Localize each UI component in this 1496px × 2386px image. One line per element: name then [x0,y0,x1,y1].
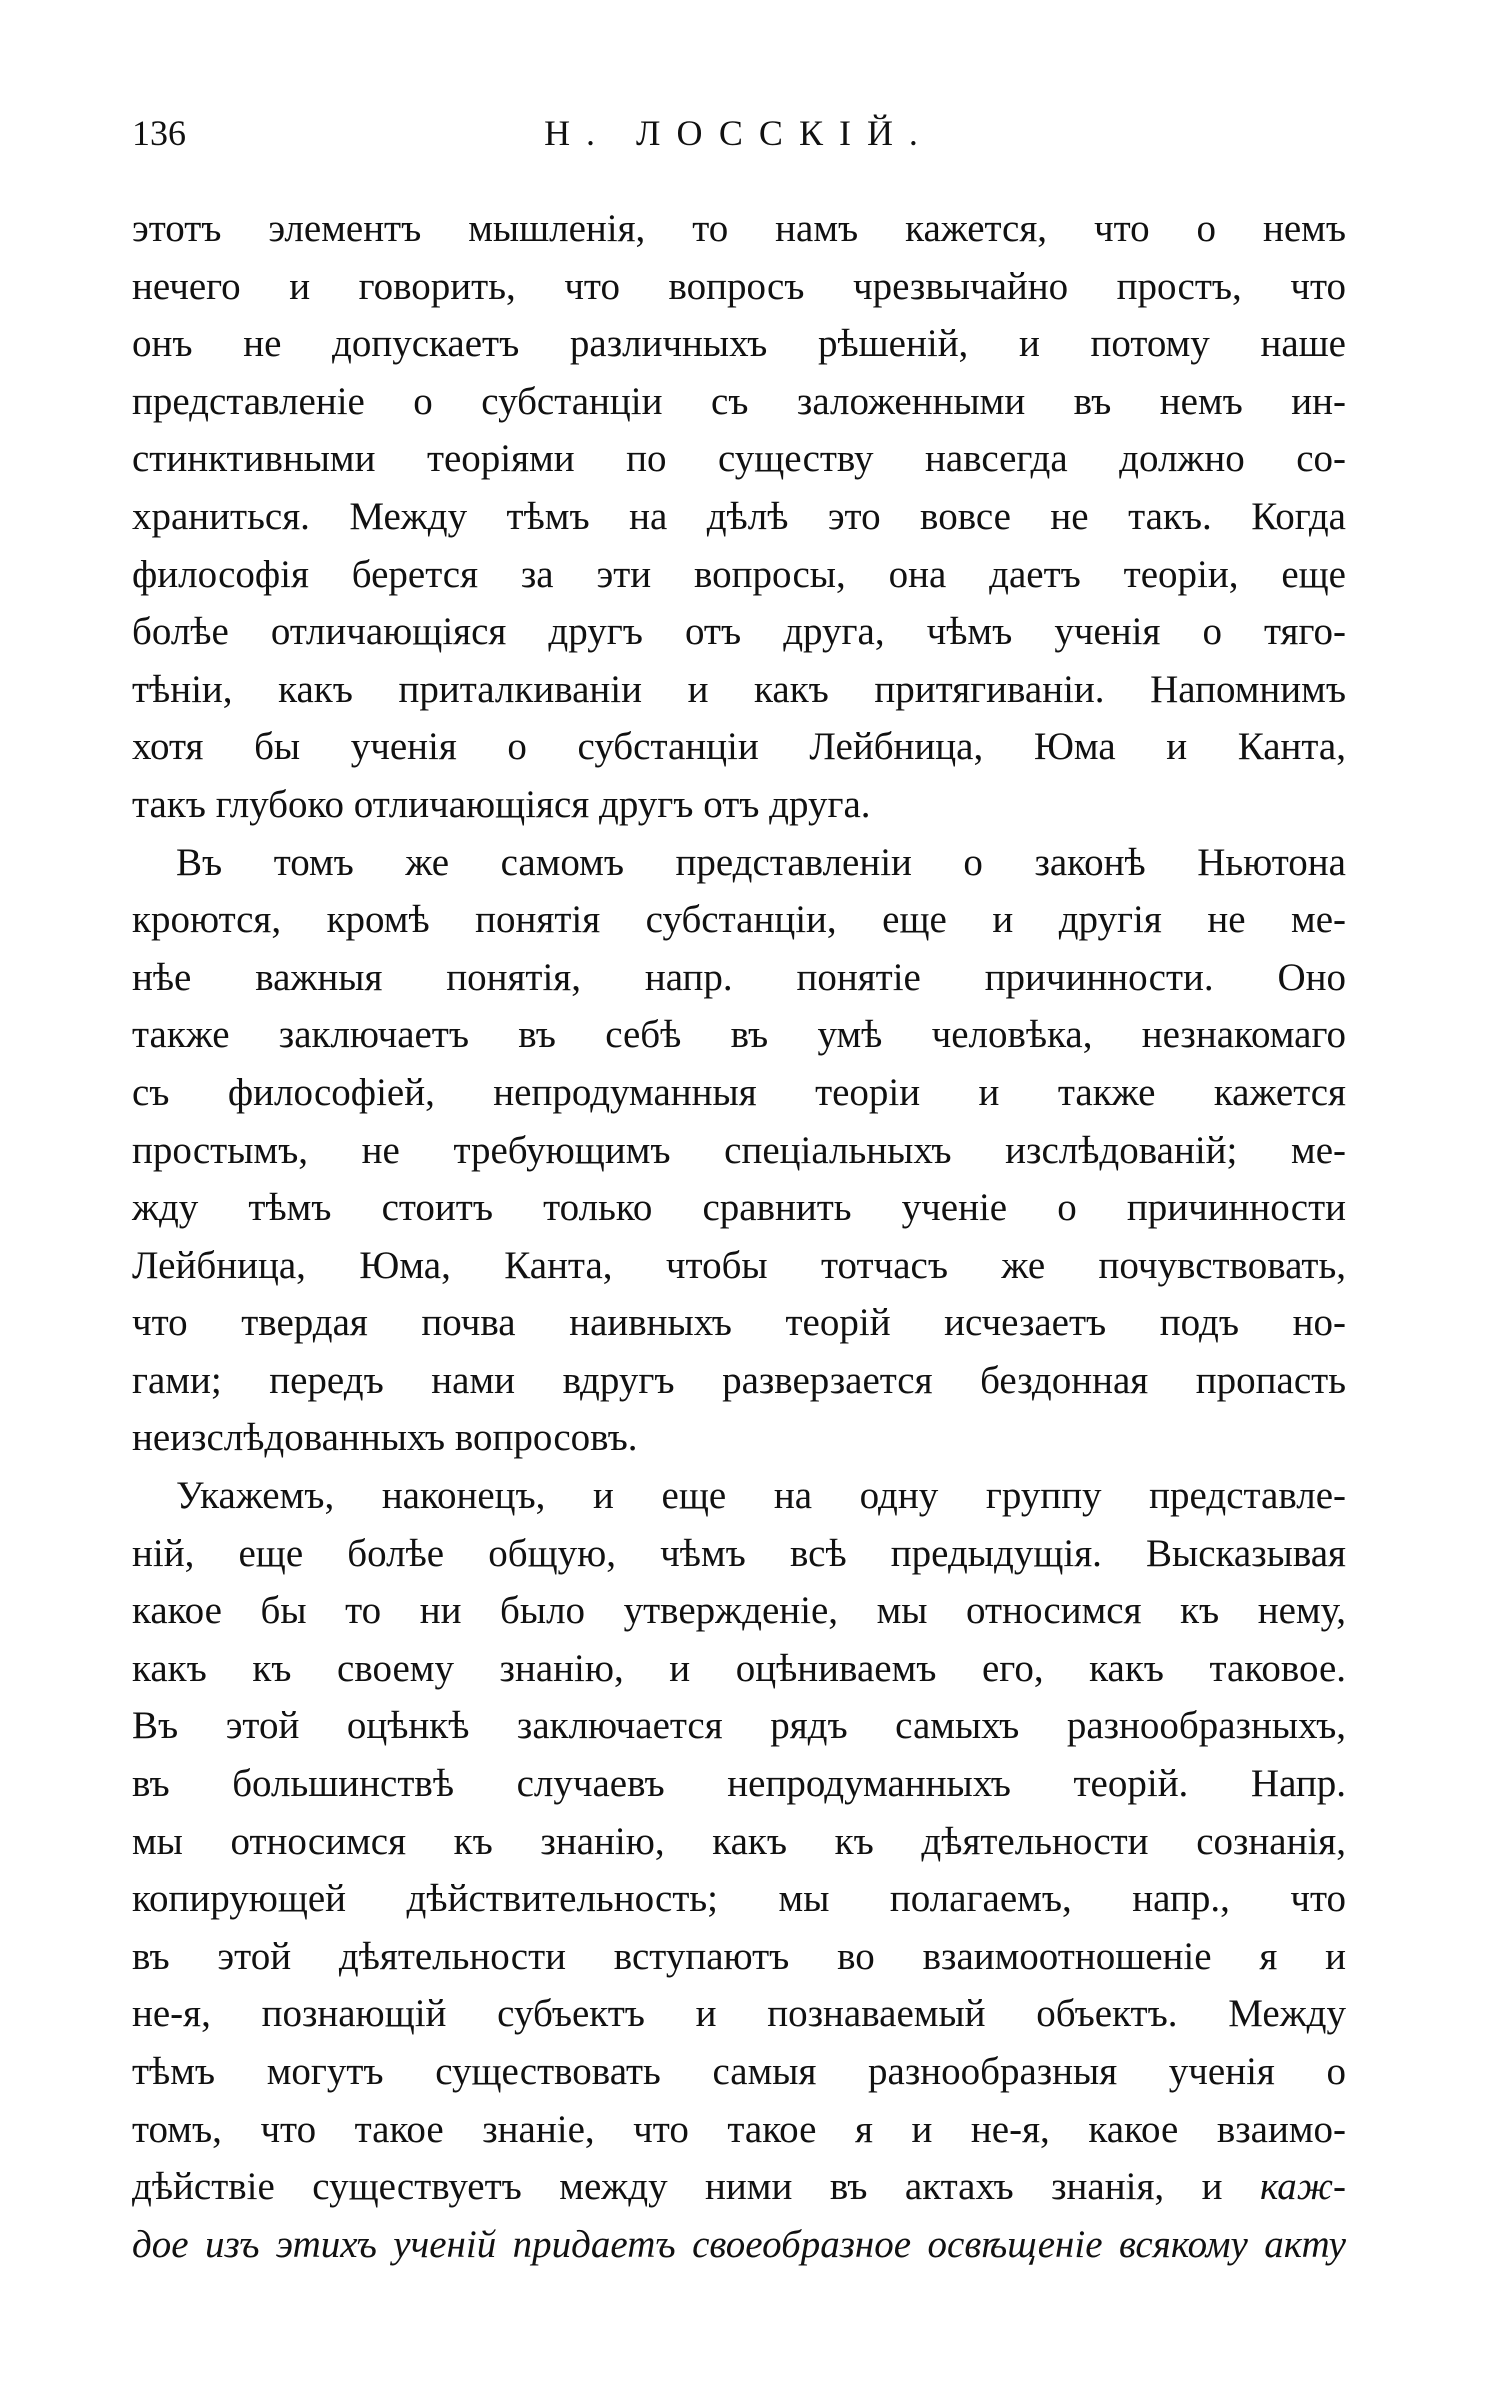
text-line [132,2158,1346,2216]
text-line [132,1409,1346,1467]
text-line [132,1525,1346,1583]
italic-text: каж- [1259,2165,1347,2209]
line-text: нѣе важныя понятія, напр. понятіе причинности. Оно [132,955,1346,999]
line-text: въ этой дѣятельности вступаютъ во взаимоотношеніе я и [132,1934,1346,1978]
line-text: копирующей дѣйствительность; мы полагаемъ, напр., что [132,1877,1346,1921]
line-text: какое бы то ни было утвержденіе, мы относимся къ нему, [132,1589,1346,1633]
line-text: какъ къ своему знанію, и оцѣниваемъ его, какъ таковое. [132,1646,1346,1690]
text-line [132,430,1346,488]
running-title: Н. ЛОССКІЙ. [544,113,934,153]
line-text: кроются, кромѣ понятія субстанціи, еще и другія не ме- [132,898,1346,942]
line-text: простымъ, не требующимъ спеціальныхъ изслѣдованій; ме- [132,1128,1346,1172]
text-line [132,1813,1346,1871]
line-text: въ большинствѣ случаевъ непродуманныхъ теорій. Напр. [132,1762,1346,1806]
text-line [132,661,1346,719]
line-text: тѣмъ могутъ существовать самыя разнообразныя ученія о [132,2050,1346,2093]
text-line [132,1064,1346,1122]
text-line [132,1294,1346,1352]
line-text: что твердая почва наивныхъ теорій исчезаетъ подъ но- [132,1301,1346,1345]
text-line [132,1179,1346,1237]
line-text: хотя бы ученія о субстанціи Лейбница, Юма и Канта, [132,725,1346,769]
text-line [132,949,1346,1007]
text-line [132,1870,1346,1928]
text-line [132,1985,1346,2043]
text-line [132,834,1346,892]
line-text: также заключаетъ въ себѣ въ умѣ человѣка, незнакомаго [132,1013,1346,1057]
text-line [132,1697,1346,1755]
text-line [132,1582,1346,1640]
line-text: Въ томъ же самомъ представленіи о законѣ Ньютона [176,840,1346,884]
line-text: храниться. Между тѣмъ на дѣлѣ это вовсе не такъ. Когда [132,494,1346,538]
text-line [132,1352,1346,1410]
line-text: тѣніи, какъ приталкиваніи и какъ притягиваніи. Напомнимъ [132,667,1346,711]
text-line [132,200,1346,258]
text-line [132,603,1346,661]
text-line [132,2101,1346,2159]
text-line [132,1640,1346,1698]
text-line [132,1755,1346,1813]
text-line [132,488,1346,546]
text-line [132,891,1346,949]
line-text: болѣе отличающіяся другъ отъ друга, чѣмъ ученія о тяго- [132,610,1346,654]
text-line [132,718,1346,776]
line-text: жду тѣмъ стоитъ только сравнить ученіе о причинности [132,1186,1346,1230]
paragraph [132,834,1346,1468]
line-text: неизслѣдованныхъ вопросовъ. [132,1416,638,1460]
line-text: представленіе о субстанціи съ заложенными въ немъ ин- [132,379,1346,423]
italic-text: дое изъ этихъ ученій придаетъ своеобразное освѣщеніе всякому акту [132,2222,1346,2266]
line-text: томъ, что такое знаніе, что такое я и не-я, какое взаимо- [132,2107,1346,2151]
line-text: Въ этой оцѣнкѣ заключается рядъ самыхъ разнообразныхъ, [132,1704,1346,1748]
line-text: стинктивными теоріями по существу навсегда должно со- [132,437,1346,481]
line-text: философія берется за эти вопросы, она даетъ теоріи, еще [132,552,1346,596]
line-text: этотъ элементъ мышленія, то намъ кажется, что о немъ [132,207,1346,250]
text-line [132,546,1346,604]
text-line [132,1928,1346,1986]
text-line [132,776,1346,834]
text-line [132,1006,1346,1064]
line-text: дѣйствіе существуетъ между ними въ актахъ знанія, и [132,2165,1223,2209]
body-text [132,200,1346,2273]
text-line [132,1237,1346,1295]
text-line [132,2043,1346,2101]
page-header [132,112,1346,162]
text-line [132,2216,1346,2274]
text-line [132,258,1346,316]
text-line [132,315,1346,373]
line-text: ній, еще болѣе общую, чѣмъ всѣ предыдущія. Высказывая [132,1531,1346,1575]
text-line [132,373,1346,431]
page-number: 136 [132,113,186,153]
line-text: съ философіей, непродуманныя теоріи и также кажется [132,1070,1346,1114]
text-line [132,1122,1346,1180]
paragraph [132,1467,1346,2273]
line-text: онъ не допускаетъ различныхъ рѣшеній, и потому наше [132,322,1346,366]
line-text: мы относимся къ знанію, какъ къ дѣятельности сознанія, [132,1819,1346,1863]
line-text: нечего и говорить, что вопросъ чрезвычайно простъ, что [132,264,1346,308]
text-line [132,1467,1346,1525]
line-text: Укажемъ, наконецъ, и еще на одну группу представле- [176,1474,1346,1518]
paragraph [132,200,1346,834]
line-text: гами; передъ нами вдругъ разверзается бездонная пропасть [132,1358,1346,1402]
line-text: такъ глубоко отличающіяся другъ отъ друга. [132,782,871,826]
line-text: не-я, познающій субъектъ и познаваемый объектъ. Между [132,1992,1346,2036]
line-text: Лейбница, Юма, Канта, чтобы тотчасъ же почувствовать, [132,1243,1346,1287]
